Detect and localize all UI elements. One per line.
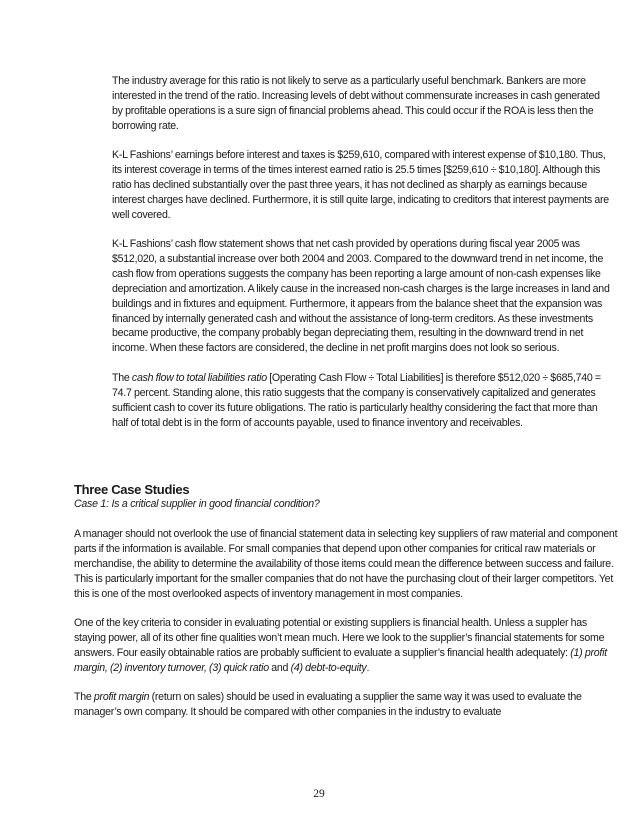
- text-segment: The: [74, 691, 94, 703]
- text-segment: The: [112, 372, 132, 384]
- text-segment: and: [268, 661, 291, 674]
- case-title: Case 1: Is a critical supplier in good financial condition?: [74, 498, 320, 510]
- ratio-list-last: (4) debt-to-equity: [290, 661, 367, 674]
- section-title: Three Case Studies: [74, 482, 190, 497]
- text-segment: (return on sales) should be used in evaluating a supplier the same way it was used to evaluate the manager’s own company. It should be compared with other companies in the industry to evaluate: [74, 691, 582, 718]
- text-segment: [Operating Cash Flow ÷ Total Liabilities] is therefore $512,020 ÷ $685,740 = 74.7 percent. Standing alone, this ratio suggests that the company is conservatively capitalized and generates sufficient cash to cover its future obligations. The ratio is particularly healthy considering the fact that more than half of total debt is in the form of accounts payable, used to finance inventory and receivables.: [112, 372, 601, 429]
- paragraph-industry-average: The industry average for this ratio is not likely to serve as a particularly useful benchmark. Bankers are more interested in the trend of the ratio. Increasing levels of debt without commensurate increases in cash generated by profitable operations is a sure sign of financial problems ahead. This could occur if the ROA is less then the borrowing rate.: [112, 75, 600, 132]
- paragraph-cash-flow-statement: K-L Fashions’ cash flow statement shows that net cash provided by operations during fiscal year 2005 was $512,020, a substantial increase over both 2004 and 2003. Compared to the downward trend in net income, the cash flow from operations suggests the company has been reporting a large amount of non-cash expenses like depreciation and amortization. A likely cause in the increased non-cash charges is the large increases in land and buildings and in fixtures and equipment. Furthermore, it appears from the balance sheet that the expansion was financed by internally generated cash and without the assistance of long-term creditors. As these investments became productive, the company probably began depreciating them, resulting in the downward trend in net income. When these factors are considered, the decline in net profit margins does not look so serious.: [112, 238, 610, 355]
- paragraph-supplier-selection: A manager should not overlook the use of financial statement data in selecting key suppliers of raw material and component parts if the information is available. For small companies that depend upon other companies for critical raw materials or merchandise, the ability to determine the availability of those items could mean the difference between success and failure. This is particularly important for the smaller companies that do not have the purchasing clout of their larger competitors. Yet this is one of the most overlooked aspects of inventory management in most companies.: [74, 528, 618, 600]
- ratio-term: profit margin: [93, 691, 150, 703]
- text-segment: One of the key criteria to consider in evaluating potential or existing suppliers is financial health. Unless a suppler has staying power, all of its other fine qualities won’t mean much. Here we look to the supplier’s financial statements for some answers. Four easily obtainable ratios are probably sufficient to evaluate a supplier’s financial health adequately:: [74, 617, 605, 659]
- paragraph-interest-coverage: K-L Fashions’ earnings before interest and taxes is $259,610, compared with interest expense of $10,180. Thus, its interest coverage in terms of the times interest earned ratio is 25.5 times [$259,610 ÷ $10,180]. Although this ratio has declined substantially over the past three years, it has not declined as sharply as earnings because interest charges have declined. Furthermore, it is still quite large, indicating to creditors that interest payments are well covered.: [112, 149, 609, 221]
- ratio-term: cash flow to total liabilities ratio: [131, 372, 267, 384]
- page-number: 29: [313, 788, 325, 800]
- ratio-list: (1) profit margin, (2) inventory turnover, (3) quick ratio: [74, 646, 607, 674]
- paragraph-profit-margin: [74, 690, 619, 720]
- paragraph-financial-health: [74, 616, 619, 676]
- text-segment: .: [366, 661, 370, 674]
- paragraph-cash-flow-ratio: [112, 371, 612, 431]
